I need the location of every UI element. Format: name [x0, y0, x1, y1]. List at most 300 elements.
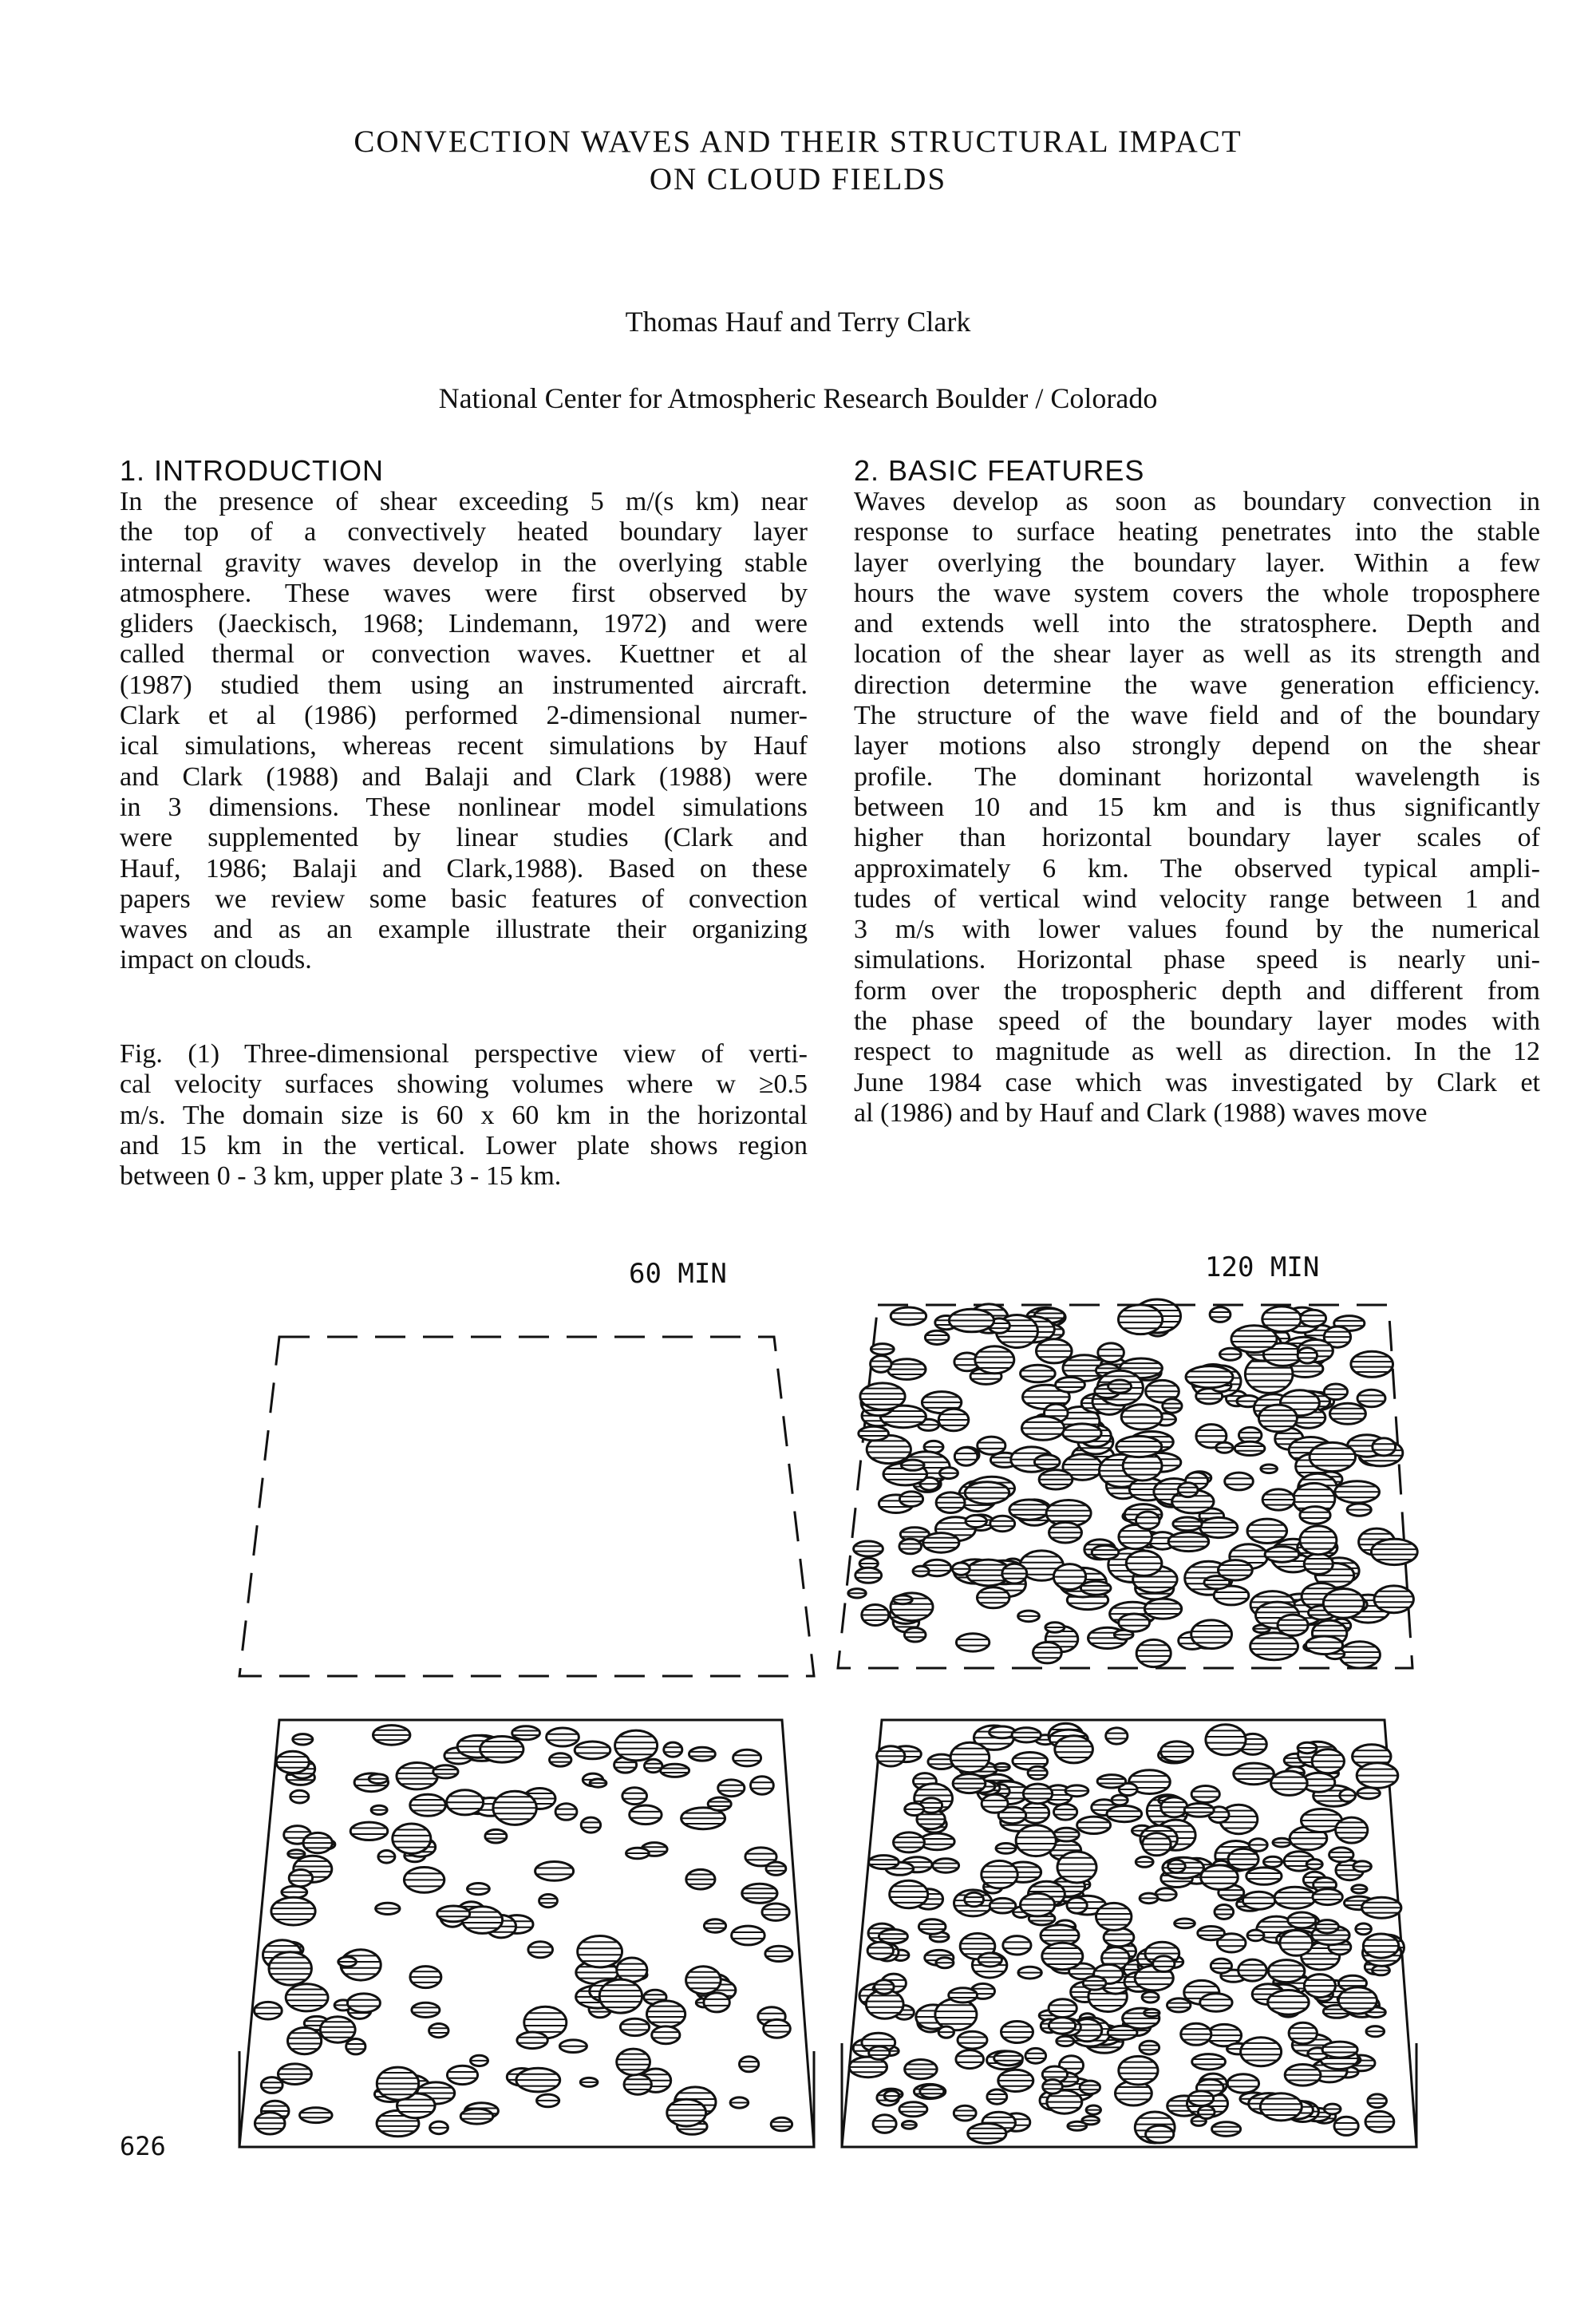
cloud-blob [1310, 1442, 1355, 1471]
section-2-heading: 2. BASIC FEATURES [854, 454, 1145, 487]
cloud-blob [1357, 1763, 1398, 1789]
cloud-blob [860, 1383, 905, 1409]
left-column [120, 455, 808, 976]
text-line: gliders (Jaeckisch, 1968; Lindemann, 1972) and were [120, 609, 808, 639]
cloud-blob [1018, 1611, 1040, 1622]
cloud-blob [517, 2032, 547, 2049]
text-line: were supplemented by linear studies (Clark and [120, 823, 808, 853]
text-line: between 10 and 15 km and is thus significantly [854, 792, 1540, 822]
paper-title-line-2: ON CLOUD FIELDS [649, 162, 947, 196]
figure-label-120-min: 120 MIN [1205, 1251, 1320, 1283]
cloud-blob [1335, 1481, 1380, 1503]
cloud-blob [1298, 1742, 1317, 1753]
cloud-blob [1228, 1848, 1258, 1869]
cloud-blob [686, 1967, 721, 1994]
cloud-blob [762, 1904, 789, 1920]
cloud-blob [904, 1628, 926, 1642]
cloud-blob [1368, 2094, 1387, 2108]
cloud-blob [404, 1868, 444, 1893]
cloud-blob [378, 1851, 395, 1864]
cloud-blob [1119, 1305, 1163, 1334]
cloud-blob [1188, 2091, 1213, 2106]
cloud-blob [936, 1492, 965, 1513]
text-line: Hauf, 1986; Balaji and Clark,1988). Based on these [120, 853, 808, 884]
cloud-blob [255, 2002, 282, 2019]
cloud-blob [516, 2068, 560, 2092]
cloud-blob [1262, 1307, 1302, 1332]
cloud-blob [373, 1726, 411, 1745]
cloud-blob [732, 1926, 765, 1945]
cloud-blob [905, 2060, 938, 2079]
cloud-blob [905, 1803, 924, 1815]
cloud-blob [1247, 1519, 1287, 1543]
text-line: Fig. (1) Three-dimensional perspective view of verti- [120, 1039, 808, 1069]
text-line: The structure of the wave field and of the boundary [854, 701, 1540, 731]
cloud-blob [920, 2085, 944, 2097]
cloud-blob [1065, 1785, 1088, 1797]
cloud-blob [1163, 1399, 1182, 1413]
plate-120min-upper [830, 1277, 1436, 1692]
cloud-blob [1212, 2122, 1241, 2137]
text-line: In the presence of shear exceeding 5 m/(s km) near [120, 487, 808, 516]
cloud-blob [918, 1919, 946, 1934]
cloud-blob [1323, 1589, 1364, 1619]
cloud-blob [956, 2050, 984, 2069]
cloud-blob [936, 1958, 954, 1968]
cloud-blob [615, 1730, 658, 1761]
cloud-blob [535, 1862, 574, 1881]
cloud-blob [539, 1895, 558, 1908]
cloud-blob [718, 1780, 745, 1797]
cloud-blob [1288, 1912, 1316, 1928]
text-line: direction determine the wave generation efficiency. [854, 670, 1540, 700]
cloud-blob [952, 1563, 970, 1575]
cloud-blob [1112, 1795, 1128, 1805]
cloud-blob [1002, 1564, 1027, 1583]
cloud-blob [1161, 1797, 1187, 1817]
cloud-blob [871, 1344, 894, 1355]
text-line: the top of a convectively heated boundary layer [120, 517, 808, 548]
cloud-blob [987, 2089, 1007, 2104]
cloud-blob [1168, 1860, 1186, 1872]
cloud-blob [429, 2024, 448, 2038]
cloud-blob [1265, 1547, 1299, 1562]
cloud-blob [1351, 1351, 1393, 1377]
cloud-blob [1357, 1390, 1385, 1407]
cloud-blob [1106, 1728, 1128, 1744]
text-line: atmosphere. These waves were first observed by [120, 578, 808, 608]
cloud-blob [1161, 1742, 1193, 1761]
cloud-blob [1178, 1483, 1198, 1497]
cloud-blob [290, 1790, 309, 1803]
cloud-blob [859, 1426, 889, 1441]
cloud-blob [1054, 1805, 1077, 1821]
cloud-blob [410, 1967, 441, 1988]
cloud-blob [430, 2121, 448, 2134]
cloud-blob [1241, 2038, 1282, 2066]
cloud-blob [664, 1742, 682, 1757]
cloud-blob [376, 1903, 400, 1914]
cloud-blob [622, 1788, 647, 1805]
cloud-blob [1025, 2048, 1046, 2063]
cloud-blob [901, 1460, 924, 1470]
text-line: in 3 dimensions. These nonlinear model simulations [120, 792, 808, 822]
cloud-blob [996, 1844, 1016, 1854]
cloud-blob [994, 1763, 1009, 1770]
cloud-blob [447, 1790, 484, 1815]
cloud-blob [1136, 1857, 1153, 1868]
plate-60min-lower [223, 1700, 830, 2203]
cloud-blob [1353, 1861, 1372, 1872]
text-line: Clark et al (1986) performed 2-dimensional numer- [120, 701, 808, 731]
cloud-blob [1261, 1465, 1278, 1473]
text-line: called thermal or convection waves. Kuettner et al [120, 639, 808, 670]
cloud-blob [975, 1346, 1014, 1374]
cloud-blob [965, 1892, 984, 1907]
figure-caption [120, 1039, 808, 1192]
cloud-blob [1298, 1348, 1317, 1363]
text-line: and extends well into the stratosphere. Depth and [854, 609, 1540, 639]
cloud-blob [485, 1829, 507, 1843]
cloud-blob [1009, 1500, 1049, 1520]
cloud-blob [1086, 2105, 1100, 2114]
cloud-blob [578, 1936, 622, 1967]
cloud-blob [1206, 1725, 1246, 1755]
cloud-blob [575, 1742, 610, 1759]
cloud-blob [550, 1753, 571, 1766]
cloud-blob [1312, 1749, 1344, 1773]
cloud-blob [437, 1906, 470, 1922]
cloud-blob [1119, 1614, 1150, 1631]
cloud-blob [1136, 1639, 1171, 1666]
cloud-blob [1054, 1828, 1080, 1841]
cloud-blob [1191, 1620, 1232, 1649]
cloud-blob [954, 1448, 978, 1466]
cloud-blob [1235, 1441, 1265, 1455]
cloud-blob [1340, 1789, 1356, 1801]
cloud-blob [1119, 2056, 1158, 2085]
cloud-blob [1211, 1959, 1231, 1973]
text-line: tudes of vertical wind velocity range between 1 and [854, 884, 1540, 914]
text-line: m/s. The domain size is 60 x 60 km in the horizontal [120, 1100, 808, 1130]
cloud-blob [289, 1870, 312, 1887]
cloud-blob [1356, 1923, 1372, 1935]
cloud-blob [953, 1774, 986, 1793]
cloud-blob [855, 1568, 882, 1583]
cloud-blob [875, 1980, 894, 1994]
cloud-blob [923, 1533, 959, 1553]
text-line: hours the wave system covers the whole troposphere [854, 578, 1540, 608]
cloud-blob [1247, 1930, 1264, 1941]
cloud-blob [1338, 1987, 1377, 2014]
cloud-blob [686, 1869, 715, 1889]
cloud-blob [1352, 1885, 1367, 1893]
text-line: and 15 km in the vertical. Lower plate shows region [120, 1130, 808, 1160]
cloud-blob [1210, 1307, 1231, 1322]
cloud-blob [1219, 1348, 1241, 1360]
cloud-blob [1227, 2074, 1258, 2093]
cloud-blob [1313, 1889, 1342, 1905]
cloud-blob [393, 1824, 431, 1853]
cloud-blob [1365, 2111, 1394, 2132]
cloud-blob [255, 2113, 285, 2134]
cloud-blob [1098, 1343, 1124, 1362]
text-line: approximately 6 km. The observed typical ampli- [854, 853, 1540, 884]
section-2-body [854, 487, 1540, 1129]
cloud-blob [869, 2046, 890, 2059]
cloud-blob [1300, 1507, 1330, 1524]
cloud-blob [1334, 2117, 1358, 2135]
cloud-blob [286, 1984, 328, 2011]
cloud-blob [397, 1763, 437, 1789]
cloud-blob [1045, 1623, 1065, 1632]
cloud-blob [1143, 1833, 1171, 1856]
cloud-blob [1121, 1405, 1162, 1429]
cloud-blob [599, 1979, 642, 2013]
cloud-blob [935, 1999, 977, 2030]
cloud-blob [1219, 1560, 1253, 1580]
cloud-blob [1043, 2080, 1063, 2094]
cloud-blob [645, 1759, 662, 1772]
cloud-blob [620, 2018, 649, 2035]
cloud-blob [766, 1862, 786, 1875]
cloud-blob [1083, 1976, 1106, 1990]
cloud-blob [938, 2026, 954, 2038]
cloud-blob [708, 1797, 731, 1810]
cloud-blob [1366, 2026, 1385, 2037]
cloud-blob [998, 2070, 1033, 2091]
cloud-blob [447, 2066, 477, 2084]
cloud-blob [1034, 1455, 1060, 1469]
cloud-blob [1055, 1736, 1093, 1763]
cloud-blob [1056, 1378, 1085, 1393]
cloud-blob [410, 1794, 446, 1816]
cloud-blob [1092, 1545, 1119, 1559]
cloud-blob [1347, 1504, 1371, 1516]
cloud-blob [871, 1356, 891, 1373]
cloud-blob [1039, 1470, 1073, 1489]
cloud-blob [1289, 2022, 1317, 2043]
cloud-blob [1258, 1405, 1297, 1432]
cloud-blob [1033, 1643, 1062, 1663]
cloud-blob [433, 1765, 458, 1778]
cloud-blob [1201, 1865, 1238, 1889]
cloud-blob [1374, 1586, 1413, 1613]
right-column [854, 455, 1540, 1129]
cloud-blob [848, 1589, 866, 1598]
cloud-blob [1003, 1936, 1031, 1955]
cloud-blob [1167, 1999, 1191, 2012]
cloud-blob [1042, 1943, 1083, 1969]
cloud-blob [1067, 1898, 1087, 1914]
cloud-blob [891, 1307, 926, 1325]
text-line: form over the tropospheric depth and different from [854, 975, 1540, 1006]
cloud-blob [667, 2099, 706, 2126]
cloud-blob [300, 2108, 333, 2123]
cloud-blob [1273, 1838, 1290, 1847]
cloud-blob [1329, 1403, 1365, 1424]
cloud-blob [1216, 1442, 1233, 1453]
cloud-blob [913, 1566, 929, 1576]
cloud-blob [1246, 1868, 1282, 1884]
cloud-blob [1175, 1919, 1195, 1928]
cloud-blob [1363, 1934, 1398, 1958]
cloud-blob [1140, 1893, 1158, 1904]
cloud-blob [977, 1587, 1009, 1608]
cloud-blob [412, 2002, 440, 2017]
cloud-blob [1049, 1999, 1077, 2018]
cloud-blob [1146, 2125, 1174, 2143]
cloud-blob [617, 2049, 650, 2075]
cloud-blob [1198, 1927, 1225, 1940]
cloud-blob [978, 1437, 1005, 1454]
cloud-blob [966, 1515, 986, 1527]
cloud-blob [347, 1994, 380, 2012]
text-line: between 0 - 3 km, upper plate 3 - 15 km. [120, 1161, 562, 1192]
text-line: location of the shear layer as well as its strength and [854, 639, 1540, 670]
cloud-blob [293, 1734, 313, 1745]
cloud-blob [893, 1595, 912, 1604]
cloud-blob [689, 1747, 716, 1761]
cloud-blob [1225, 1473, 1254, 1490]
cloud-blob [1200, 1994, 1232, 2012]
cloud-blob [982, 1794, 1008, 1813]
cloud-blob [899, 1539, 922, 1554]
cloud-blob [1268, 1991, 1310, 2015]
text-line: layer overlying the boundary layer. Within a few [854, 548, 1540, 578]
cloud-blob [1096, 1903, 1132, 1930]
cloud-blob [730, 2097, 749, 2108]
cloud-blob [1023, 1784, 1052, 1804]
text-line: al (1986) and by Hauf and Clark (1988) waves move [854, 1097, 1428, 1128]
cloud-blob [493, 1791, 536, 1825]
text-line: higher than horizontal boundary layer scales of [854, 823, 1540, 853]
cloud-blob [1057, 1852, 1096, 1883]
plate-60min-upper [223, 1317, 830, 1684]
cloud-blob [899, 2102, 927, 2117]
text-line: the phase speed of the boundary layer modes with [854, 1006, 1540, 1037]
cloud-blob [1021, 1417, 1064, 1441]
cloud-blob [580, 2078, 598, 2086]
cloud-blob [938, 1409, 969, 1431]
cloud-blob [978, 1953, 1001, 1967]
text-line: response to surface heating penetrates into the stable [854, 517, 1540, 548]
cloud-blob [269, 1952, 311, 1985]
cloud-blob [369, 1774, 388, 1784]
cloud-blob [652, 2026, 680, 2044]
cloud-blob [925, 1330, 949, 1344]
cloud-blob [764, 2019, 791, 2038]
text-line: waves and as an example illustrate their organizing [120, 915, 808, 945]
cloud-blob [559, 2040, 587, 2053]
cloud-blob [1215, 1905, 1234, 1919]
text-line: layer motions also strongly depend on the shear [854, 731, 1540, 761]
cloud-blob [933, 1859, 959, 1872]
cloud-blob [1037, 1339, 1073, 1363]
cloud-blob [1262, 1489, 1294, 1510]
cloud-blob [1324, 2104, 1341, 2114]
cloud-blob [765, 1946, 792, 1961]
cloud-blob [1108, 1380, 1132, 1393]
cloud-blob [1153, 1956, 1175, 1972]
cloud-blob [1049, 1522, 1082, 1543]
text-line: papers we review some basic features of convection [120, 884, 808, 914]
cloud-blob [1192, 2054, 1226, 2070]
cloud-blob [994, 2051, 1023, 2066]
cloud-blob [1285, 2065, 1321, 2086]
text-line: ical simulations, whereas recent simulations by Hauf [120, 731, 808, 761]
cloud-blob [346, 2039, 365, 2054]
cloud-blob [956, 1634, 989, 1651]
cloud-blob [276, 1751, 309, 1773]
cloud-blob [661, 1764, 689, 1777]
cloud-blob [1186, 1366, 1233, 1388]
cloud-blob [877, 1746, 905, 1766]
cloud-blob [894, 1832, 925, 1852]
cloud-blob [1184, 1804, 1214, 1817]
cloud-blob [771, 2117, 792, 2131]
cloud-blob [733, 1749, 761, 1766]
cloud-blob [1263, 1856, 1282, 1867]
cloud-blob [1191, 1786, 1219, 1803]
cloud-blob [1107, 1806, 1142, 1822]
cloud-blob [1329, 1848, 1353, 1862]
cloud-blob [1340, 1642, 1381, 1668]
cloud-blob [1028, 1766, 1047, 1779]
cloud-blob [1271, 1771, 1308, 1795]
cloud-blob [949, 1309, 994, 1332]
cloud-blob [1274, 1887, 1315, 1908]
cloud-blob [1097, 1775, 1126, 1788]
cloud-blob [965, 1482, 1009, 1504]
cloud-blob [1324, 1384, 1347, 1400]
cloud-blob [1144, 2009, 1159, 2016]
cloud-blob [1168, 1532, 1209, 1552]
cloud-blob [1063, 1424, 1101, 1442]
section-1-body [120, 487, 808, 976]
cloud-blob [949, 1988, 978, 2002]
cloud-blob [630, 1805, 662, 1825]
cloud-blob [1012, 1728, 1041, 1742]
cloud-blob [1238, 1959, 1267, 1981]
cloud-blob [958, 2031, 987, 2049]
cloud-blob [512, 1726, 540, 1740]
cloud-blob [704, 1993, 729, 2012]
cloud-blob [1200, 1517, 1238, 1537]
cloud-blob [1001, 2022, 1033, 2043]
cloud-blob [320, 2017, 355, 2042]
cloud-blob [555, 1804, 577, 1821]
text-line: simulations. Horizontal phase speed is nearly uni- [854, 945, 1540, 975]
cloud-blob [1336, 1817, 1368, 1843]
cloud-blob [704, 1919, 725, 1932]
cloud-blob [1316, 1920, 1339, 1933]
cloud-blob [1304, 1975, 1335, 1998]
cloud-blob [982, 1860, 1017, 1888]
cloud-blob [1306, 1860, 1322, 1869]
cloud-blob [1080, 1581, 1111, 1595]
text-line: profile. The dominant horizontal wavelength is [854, 761, 1540, 792]
cloud-blob [890, 1880, 928, 1908]
cloud-blob [271, 1897, 315, 1925]
text-line: internal gravity waves develop in the overlying stable [120, 548, 808, 578]
cloud-blob [338, 1957, 357, 1967]
figure-label-60-min: 60 MIN [629, 1258, 727, 1290]
cloud-blob [626, 1848, 650, 1859]
cloud-blob [1144, 1599, 1181, 1619]
cloud-blob [1280, 1931, 1313, 1956]
cloud-blob [350, 1822, 388, 1840]
